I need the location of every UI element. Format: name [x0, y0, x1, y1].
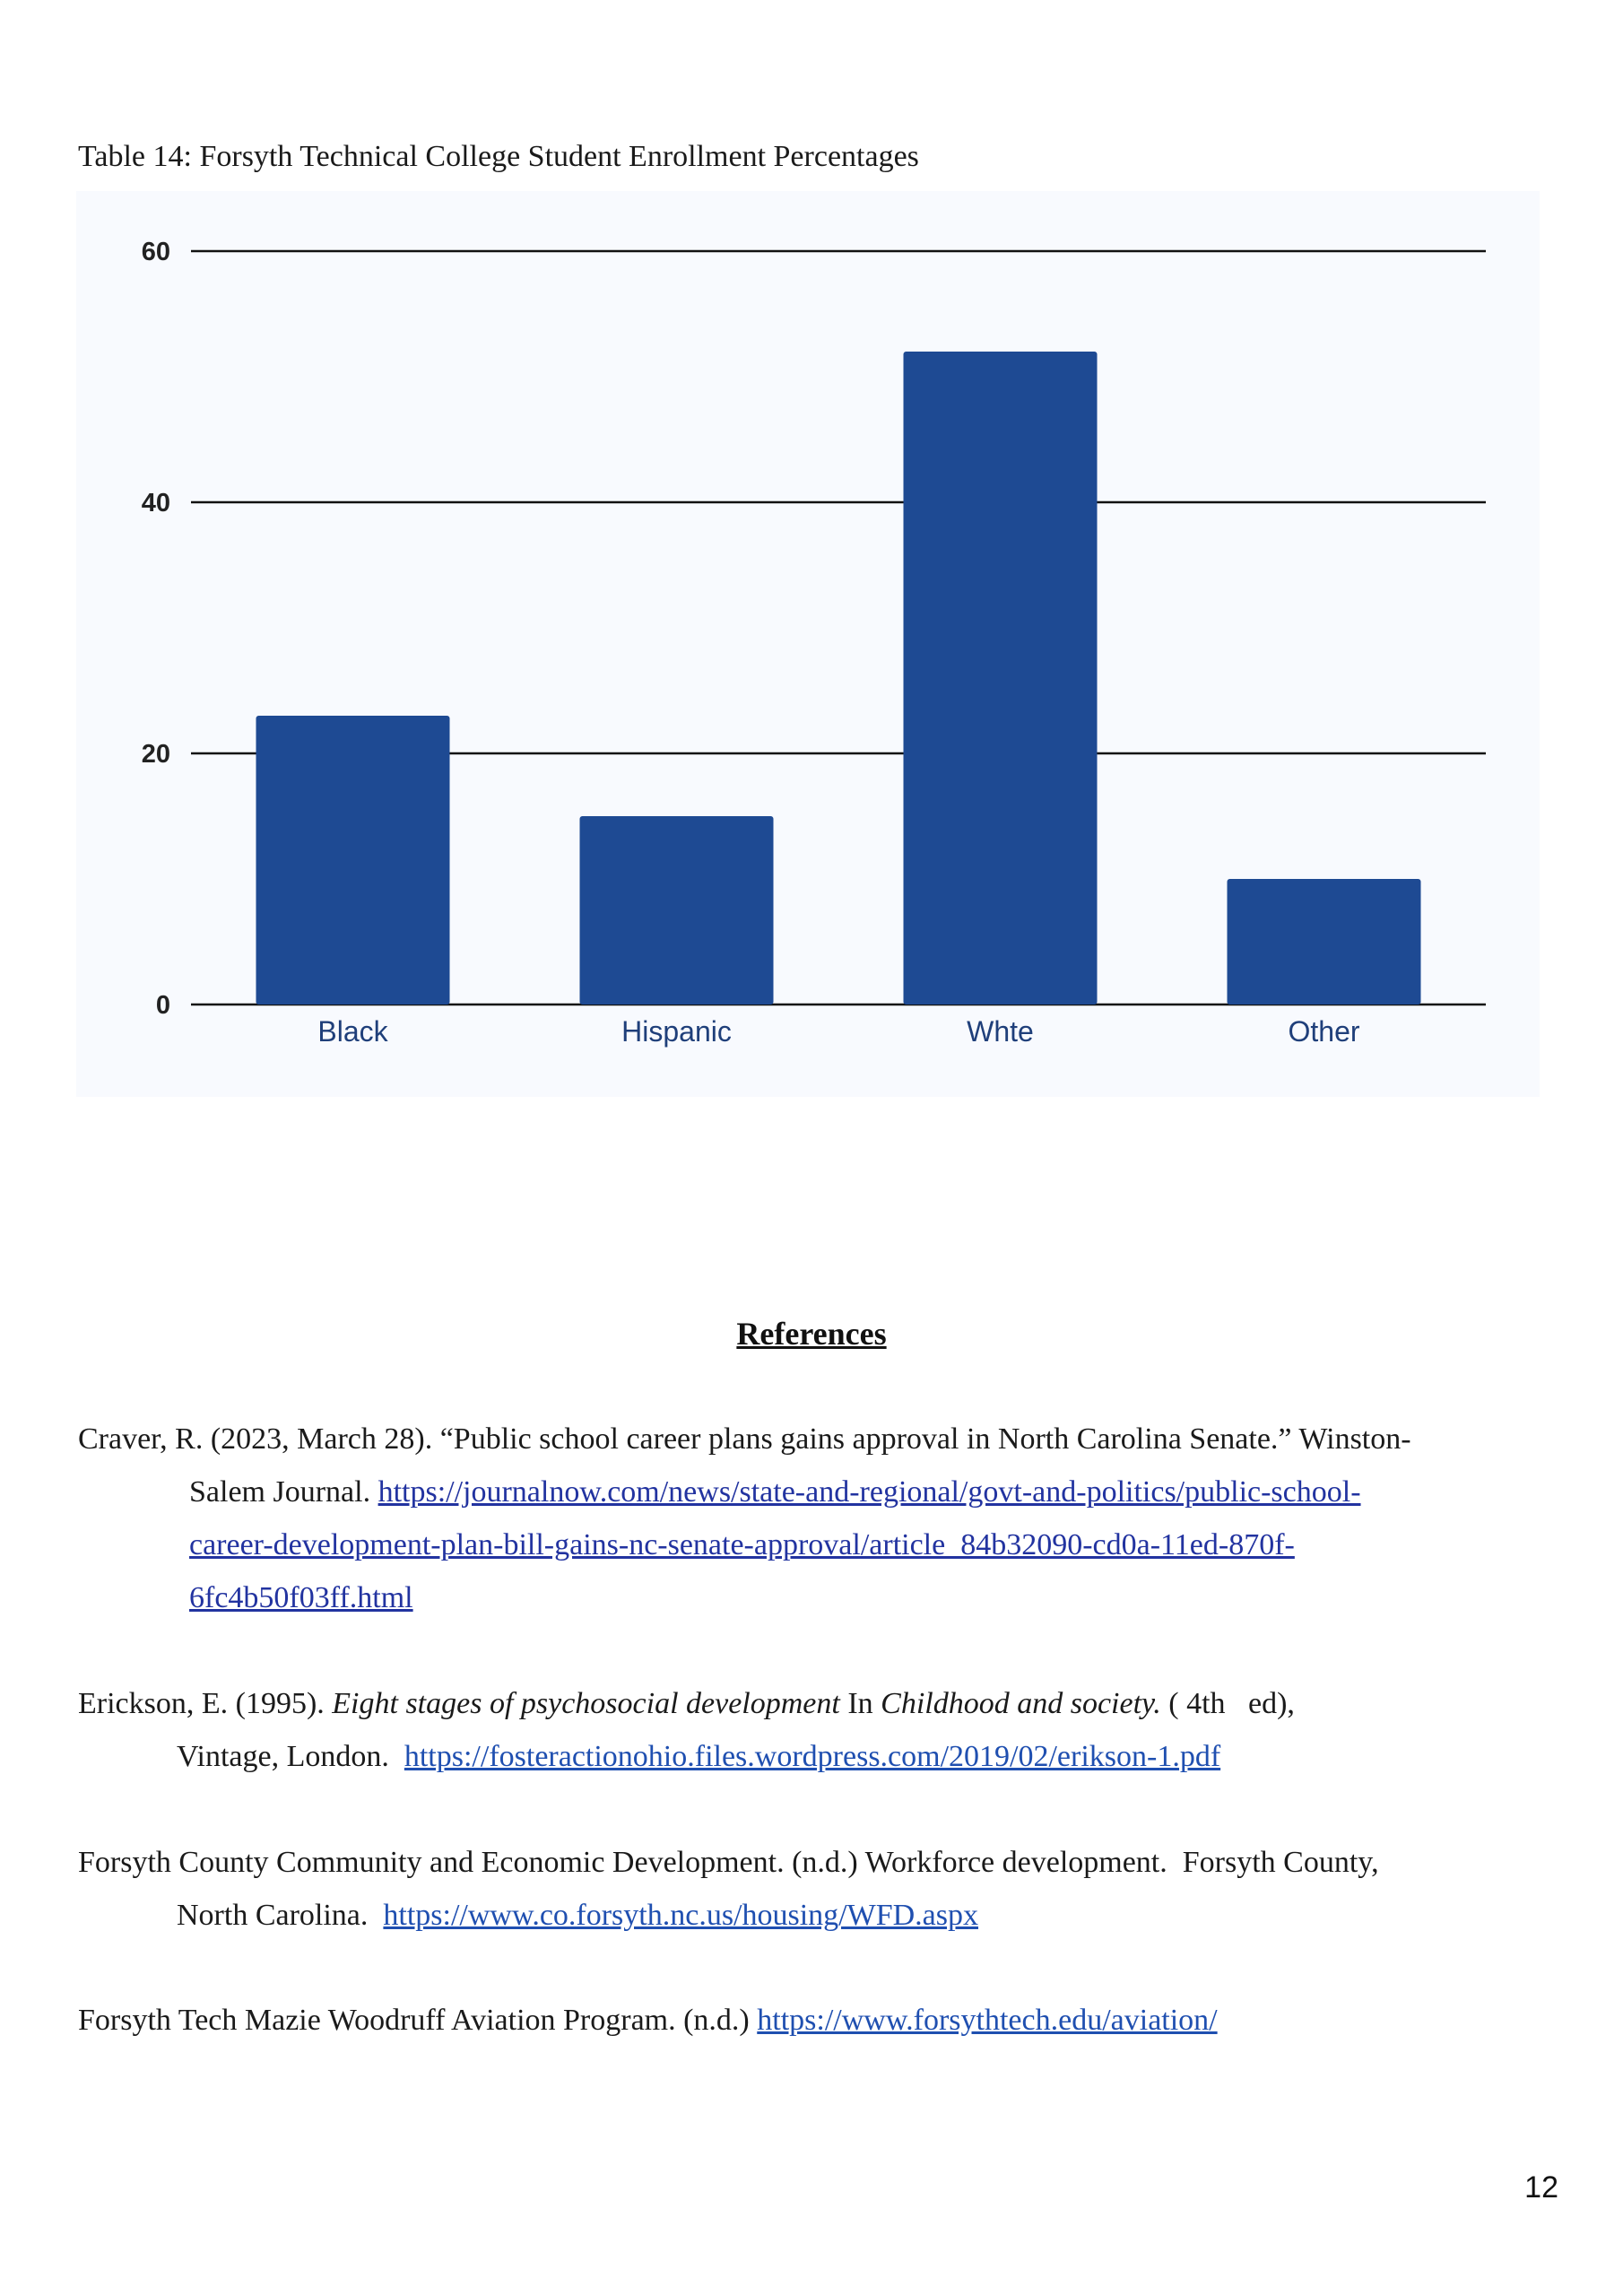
reference-forsyth-county: [78, 1836, 1379, 1942]
reference-erickson: [78, 1677, 1295, 1783]
reference-text: Forsyth County Community and Economic Development. (n.d.) Workforce development. Forsyth County,: [78, 1846, 1379, 1879]
x-category-label: Whte: [967, 1015, 1034, 1048]
chart-svg: [76, 191, 1540, 1097]
reference-title: Eight stages of psychosocial development: [332, 1687, 840, 1720]
reference-line: [78, 1465, 1411, 1518]
reference-link[interactable]: https://journalnow.com/news/state-and-regional/govt-and-politics/public-school-: [378, 1475, 1361, 1509]
reference-link[interactable]: career-development-plan-bill-gains-nc-senate-approval/article_84b32090-cd0a-11ed-870f-: [189, 1528, 1295, 1561]
x-category-label: Black: [317, 1015, 388, 1048]
bar-whte: [904, 352, 1098, 1004]
reference-text: Craver, R. (2023, March 28). “Public school career plans gains approval in North Carolina Senate.” Winston-: [78, 1422, 1411, 1456]
y-tick-label: 20: [141, 740, 170, 769]
reference-edition: ( 4th ed),: [1160, 1687, 1295, 1720]
reference-text: Salem Journal.: [189, 1475, 378, 1509]
bar-other: [1228, 879, 1421, 1004]
bar-black: [256, 716, 450, 1004]
x-category-label: Hispanic: [621, 1015, 732, 1048]
page-number: 12: [1524, 2170, 1558, 2205]
bar-chart: [76, 191, 1540, 1097]
reference-line: [78, 1730, 1295, 1783]
reference-line: [78, 1571, 1411, 1624]
reference-forsyth-tech: [78, 1994, 1218, 2047]
reference-text: North Carolina.: [177, 1899, 384, 1932]
y-tick-label: 0: [155, 991, 170, 1020]
y-tick-label: 60: [141, 238, 170, 266]
y-tick-label: 40: [141, 489, 170, 517]
reference-book: Childhood and society.: [881, 1687, 1161, 1720]
reference-line: [78, 1889, 1379, 1942]
reference-line: [78, 1677, 1295, 1730]
bar-hispanic: [580, 816, 774, 1004]
reference-link[interactable]: https://www.co.forsyth.nc.us/housing/WFD.aspx: [383, 1899, 979, 1932]
references-heading: References: [736, 1316, 887, 1352]
x-category-label: Other: [1288, 1015, 1360, 1048]
reference-line: [78, 1518, 1411, 1571]
reference-author: Erickson, E. (1995).: [78, 1687, 333, 1720]
reference-craver: [78, 1413, 1411, 1624]
table-caption: Table 14: Forsyth Technical College Student Enrollment Percentages: [78, 140, 919, 173]
reference-text: Vintage, London.: [177, 1740, 404, 1773]
reference-link[interactable]: https://fosteractionohio.files.wordpress.com/2019/02/erikson-1.pdf: [404, 1740, 1221, 1773]
reference-text: In: [839, 1687, 881, 1720]
reference-link[interactable]: https://www.forsythtech.edu/aviation/: [757, 2004, 1218, 2037]
reference-link[interactable]: 6fc4b50f03ff.html: [189, 1581, 413, 1614]
reference-text: Forsyth Tech Mazie Woodruff Aviation Program. (n.d.): [78, 2004, 758, 2037]
reference-line: [78, 1994, 1218, 2047]
